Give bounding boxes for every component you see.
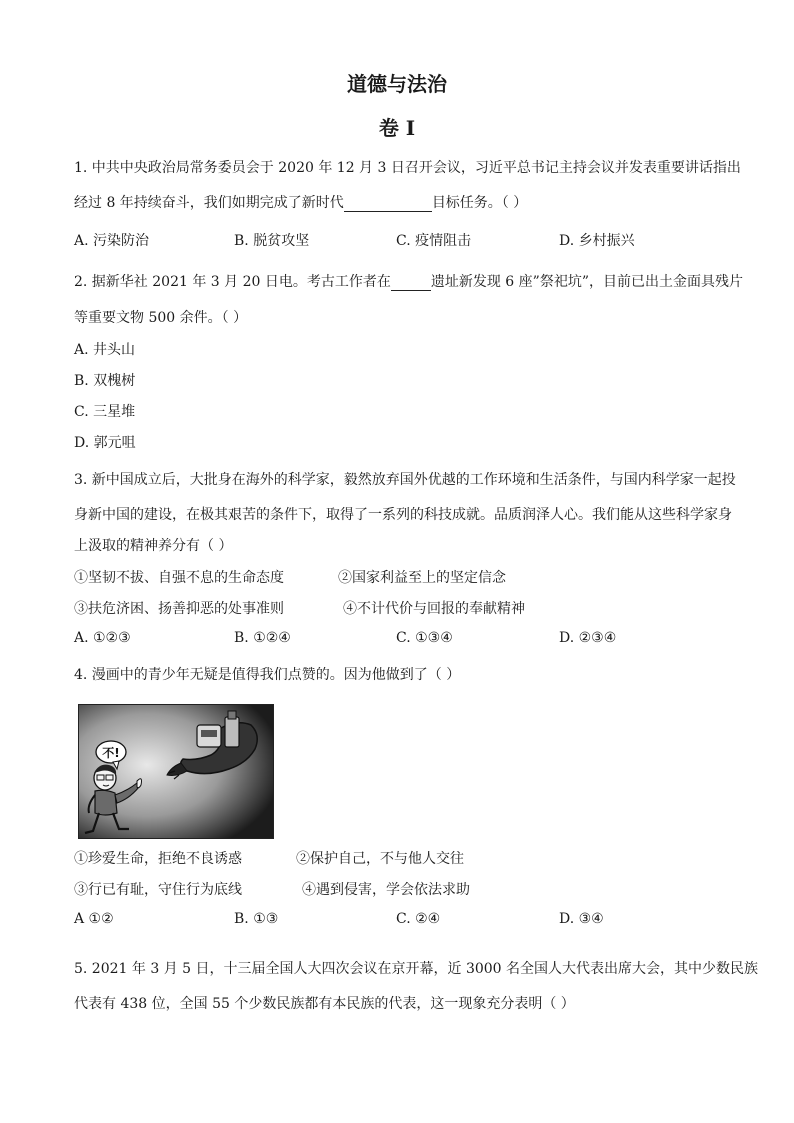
q3-item-2: ②国家利益至上的坚定信念 [338,570,506,586]
q2-answer-blank [391,274,431,291]
q1-stem-part-b: 目标任务。（ ） [431,195,528,211]
q3-option-d[interactable]: D. ②③④ [559,630,617,646]
q1-option-d[interactable]: D. 乡村振兴 [559,233,635,249]
q1-stem-line-2 [74,192,527,212]
q1-answer-blank [344,195,432,212]
q4-option-d[interactable]: D. ③④ [559,911,604,927]
q5-stem-line-1: 5. 2021 年 3 月 5 日，十三届全国人大四次会议在京开幕，近 3000 名全国人大代表出席大会，其中少数民族 [74,961,759,977]
q4-item-3: ③行已有耻，守住行为底线 [74,882,242,898]
q4-option-a[interactable]: A ①② [74,911,114,927]
q1-stem-line-1: 1. 中共中央政治局常务委员会于 2020 年 12 月 3 日召开会议，习近平总书记主持会议并发表重要讲话指出 [74,160,741,176]
q3-item-1: ①坚韧不拔、自强不息的生命态度 [74,570,284,586]
q3-item-4: ④不计代价与回报的奉献精神 [343,601,525,617]
q2-option-d[interactable]: D. 郭元咀 [74,435,136,451]
comic-illustration [78,704,274,839]
q3-stem-line-1: 3. 新中国成立后，大批身在海外的科学家，毅然放弃国外优越的工作环境和生活条件，与国内科学家一起投 [74,472,736,488]
q5-stem-line-2: 代表有 438 位，全国 55 个少数民族都有本民族的代表，这一现象充分表明（ ） [74,996,575,1012]
document-title: 道德与法治 [347,72,447,96]
q2-option-c[interactable]: C. 三星堆 [74,404,136,420]
q3-option-a[interactable]: A. ①②③ [74,630,131,646]
q4-option-c[interactable]: C. ②④ [396,911,441,927]
q4-item-2: ②保护自己，不与他人交往 [296,851,464,867]
comic-drawing [79,705,273,838]
q3-stem-line-3: 上汲取的精神养分有（ ） [74,538,233,554]
q2-option-a[interactable]: A. 井头山 [74,342,136,358]
q4-option-b[interactable]: B. ①③ [234,911,279,927]
q4-item-4: ④遇到侵害，学会依法求助 [302,882,470,898]
q1-option-b[interactable]: B. 脱贫攻坚 [234,233,310,249]
q1-option-a[interactable]: A. 污染防治 [74,233,150,249]
speech-bubble-text: 不! [102,746,120,760]
q2-stem-line-2: 等重要文物 500 余件。（ ） [74,310,248,326]
q2-stem-part-a: 2. 据新华社 2021 年 3 月 20 日电。考古工作者在 [74,274,391,290]
q3-stem-line-2: 身新中国的建设，在极其艰苦的条件下，取得了一系列的科技成就。品质润泽人心。我们能从这些科学家身 [74,507,732,523]
q3-option-b[interactable]: B. ①②④ [234,630,291,646]
q3-option-c[interactable]: C. ①③④ [396,630,453,646]
section-title: 卷 I [378,116,416,140]
q3-item-3: ③扶危济困、扬善抑恶的处事准则 [74,601,284,617]
q1-stem-part-a: 经过 8 年持续奋斗，我们如期完成了新时代 [74,195,344,211]
q2-stem-line-1 [74,271,743,291]
q4-item-1: ①珍爱生命，拒绝不良诱惑 [74,851,242,867]
q1-option-c[interactable]: C. 疫情阻击 [396,233,472,249]
q2-stem-part-b: 遗址新发现 6 座”祭祀坑”，目前已出土金面具残片 [430,274,743,290]
q4-stem-line-1: 4. 漫画中的青少年无疑是值得我们点赞的。因为他做到了（ ） [74,667,461,683]
q2-option-b[interactable]: B. 双槐树 [74,373,136,389]
